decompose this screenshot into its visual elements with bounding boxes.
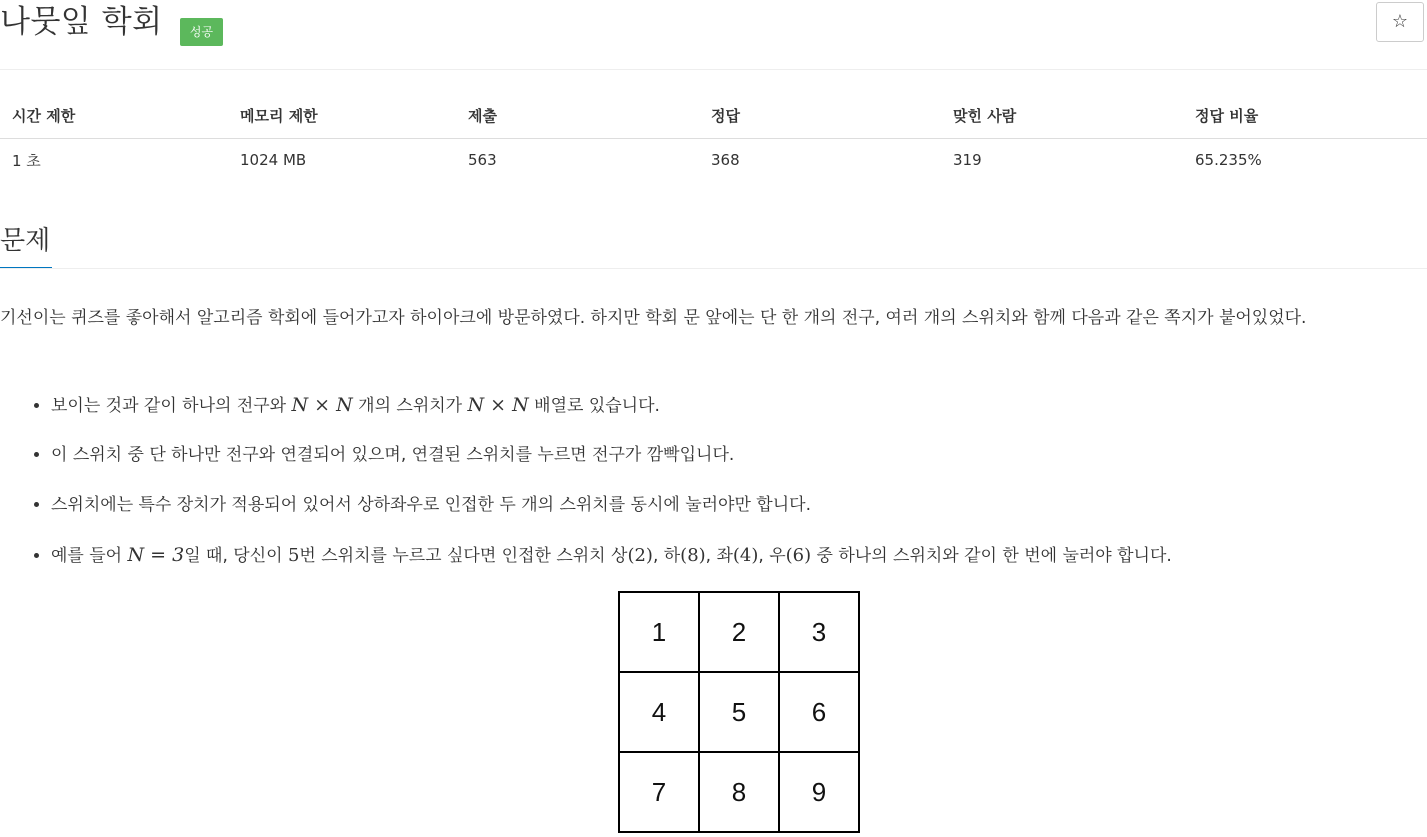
- rules-list: [0, 386, 1411, 586]
- problem-section-header: [0, 220, 1427, 270]
- rule-4-text-f: , 우: [758, 546, 786, 566]
- grid-cell-2: 2: [699, 592, 779, 672]
- section-divider: [0, 268, 1427, 269]
- rule-4-math-right: (6): [785, 545, 812, 566]
- problem-info-table: [0, 92, 1427, 181]
- rule-4-math-up: (2): [627, 545, 653, 566]
- grid-cell-1: 1: [619, 592, 699, 672]
- section-title: 문제: [0, 226, 51, 256]
- rule-4-text-e: , 좌: [705, 546, 733, 566]
- rule-item-4: [51, 536, 1411, 586]
- rule-1-math-a: N × N: [291, 394, 353, 416]
- title-divider: [0, 69, 1427, 70]
- rule-4-text-d: , 하: [652, 546, 681, 566]
- header-solved-users: 맞힌 사람: [941, 92, 1183, 139]
- rule-item-1: [51, 386, 1411, 436]
- info-header-row: [0, 92, 1427, 139]
- rule-1-text-c: 배열로 있습니다.: [528, 396, 660, 416]
- grid-cell-8: 8: [699, 752, 779, 832]
- grid-cell-6: 6: [779, 672, 859, 752]
- value-submissions: 563: [468, 151, 497, 169]
- value-solved-users: 319: [953, 151, 982, 169]
- rule-item-3: • 스위치에는 특수 장치가 적용되어 있어서 상하좌우로 인접한 두 개의 스위치를 동시에 눌러야만 합니다.: [51, 486, 1411, 536]
- rule-4-math-down: (8): [680, 545, 706, 566]
- rule-4-math-5: 5: [287, 545, 300, 566]
- problem-description: 기선이는 퀴즈를 좋아해서 알고리즘 학회에 들어가고자 하이아크에 방문하였다. 하지만 학회 문 앞에는 단 한 개의 전구, 여러 개의 스위치와 함께 다음과 같은 쪽지가 붙어있었다.: [0, 308, 1307, 328]
- rule-1-text-a: 보이는 것과 같이 하나의 전구와: [51, 396, 292, 416]
- problem-title: 나뭇잎 학회: [0, 4, 163, 40]
- header-memory-limit: 메모리 제한: [228, 92, 456, 139]
- rule-4-text-c: 번 스위치를 누르고 싶다면 인접한 스위치 상: [299, 546, 628, 566]
- value-memory-limit: 1024 MB: [240, 151, 307, 169]
- rule-4-text-g: 중 하나의 스위치와 같이 한 번에 눌러야 합니다.: [811, 546, 1172, 566]
- status-badge: 성공: [180, 18, 223, 46]
- star-icon: ☆: [1391, 11, 1409, 32]
- rule-4-text-b: 일 때, 당신이: [184, 546, 288, 566]
- title-row: [0, 0, 1427, 46]
- value-accept-ratio: 65.235%: [1195, 151, 1262, 169]
- rule-4-math-n: N = 3: [127, 544, 185, 566]
- grid-cell-9: 9: [779, 752, 859, 832]
- grid-cell-5: 5: [699, 672, 779, 752]
- grid-cell-3: 3: [779, 592, 859, 672]
- header-time-limit: 시간 제한: [0, 92, 228, 139]
- header-accepted: 정답: [699, 92, 941, 139]
- value-accepted: 368: [711, 151, 740, 169]
- grid-cell-4: 4: [619, 672, 699, 752]
- rule-1-math-b: N × N: [467, 394, 529, 416]
- star-button[interactable]: [1376, 2, 1424, 42]
- grid-cell-7: 7: [619, 752, 699, 832]
- switch-grid-figure: [618, 591, 860, 833]
- switch-grid: [618, 591, 860, 833]
- info-value-row: [0, 139, 1427, 182]
- rule-4-text-a: 예를 들어: [51, 546, 128, 566]
- rule-4-math-left: (4): [732, 545, 759, 566]
- rule-1-text-b: 개의 스위치가: [352, 396, 468, 416]
- header-submissions: 제출: [456, 92, 699, 139]
- value-time-limit: 1 초: [12, 151, 41, 170]
- rule-item-2: • 이 스위치 중 단 하나만 전구와 연결되어 있으며, 연결된 스위치를 누르면 전구가 깜빡입니다.: [51, 436, 1411, 486]
- header-accept-ratio: 정답 비율: [1183, 92, 1427, 139]
